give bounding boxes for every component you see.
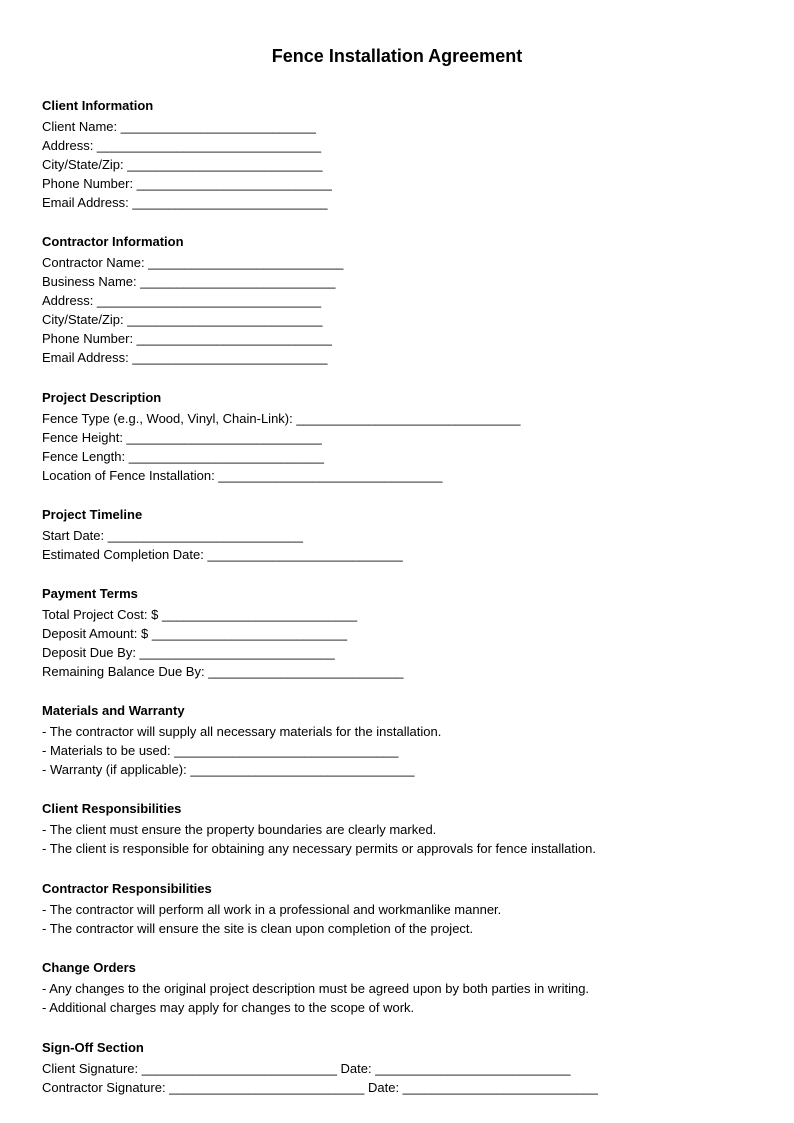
document-title: Fence Installation Agreement <box>271 46 523 66</box>
contractor-city-state-zip-line: City/State/Zip: ___________________________ <box>42 312 323 327</box>
warranty-line: - Warranty (if applicable): _______________________________ <box>42 762 415 777</box>
client-city-state-zip-line: City/State/Zip: ___________________________ <box>42 157 323 172</box>
section-client-responsibilities <box>42 799 762 858</box>
materials-used-line: - Materials to be used: _______________________________ <box>42 743 399 758</box>
section-change-orders <box>42 958 762 1017</box>
business-name-line: Business Name: ___________________________ <box>42 274 336 289</box>
section-heading: Payment Terms <box>42 586 138 601</box>
contractor-signature-line: Contractor Signature: ___________________________ Date: ___________________________ <box>42 1080 598 1095</box>
client-responsibility-item: - The client must ensure the property boundaries are clearly marked. <box>42 822 437 837</box>
balance-due-line: Remaining Balance Due By: ___________________________ <box>42 664 404 679</box>
fence-location-line: Location of Fence Installation: _______________________________ <box>42 468 443 483</box>
section-heading: Contractor Information <box>42 234 184 249</box>
client-responsibility-item: - The client is responsible for obtaining any necessary permits or approvals for fence installation. <box>42 841 596 856</box>
section-sign-off <box>42 1038 762 1097</box>
client-signature-line: Client Signature: ___________________________ Date: ___________________________ <box>42 1061 571 1076</box>
client-address-line: Address: _______________________________ <box>42 138 322 153</box>
materials-supply-line: - The contractor will supply all necessary materials for the installation. <box>42 724 442 739</box>
section-materials-warranty <box>42 701 762 779</box>
client-email-line: Email Address: ___________________________ <box>42 195 328 210</box>
section-heading: Project Description <box>42 390 162 405</box>
section-payment-terms <box>42 584 762 681</box>
section-heading: Contractor Responsibilities <box>42 881 212 896</box>
section-contractor-responsibilities <box>42 879 762 938</box>
section-heading: Client Information <box>42 98 154 113</box>
contractor-phone-line: Phone Number: ___________________________ <box>42 331 332 346</box>
deposit-amount-line: Deposit Amount: $ ___________________________ <box>42 626 348 641</box>
section-heading: Client Responsibilities <box>42 801 182 816</box>
section-heading: Change Orders <box>42 960 136 975</box>
contractor-name-line: Contractor Name: ___________________________ <box>42 255 344 270</box>
section-project-description <box>42 388 762 485</box>
change-order-item: - Additional charges may apply for changes to the scope of work. <box>42 1000 415 1015</box>
completion-date-line: Estimated Completion Date: ___________________________ <box>42 547 403 562</box>
client-phone-line: Phone Number: ___________________________ <box>42 176 332 191</box>
section-heading: Sign-Off Section <box>42 1040 144 1055</box>
section-contractor-information <box>42 232 762 367</box>
section-heading: Project Timeline <box>42 507 143 522</box>
start-date-line: Start Date: ___________________________ <box>42 528 303 543</box>
contractor-address-line: Address: _______________________________ <box>42 293 322 308</box>
fence-height-line: Fence Height: ___________________________ <box>42 430 322 445</box>
contractor-responsibility-item: - The contractor will perform all work in a professional and workmanlike manner. <box>42 902 502 917</box>
fence-type-line: Fence Type (e.g., Wood, Vinyl, Chain-Link): _______________________________ <box>42 411 521 426</box>
change-order-item: - Any changes to the original project description must be agreed upon by both parties in writing. <box>42 981 590 996</box>
contractor-email-line: Email Address: ___________________________ <box>42 350 328 365</box>
total-cost-line: Total Project Cost: $ ___________________________ <box>42 607 358 622</box>
section-project-timeline <box>42 505 762 564</box>
deposit-due-line: Deposit Due By: ___________________________ <box>42 645 335 660</box>
section-heading: Materials and Warranty <box>42 703 185 718</box>
contractor-responsibility-item: - The contractor will ensure the site is clean upon completion of the project. <box>42 921 474 936</box>
fence-length-line: Fence Length: ___________________________ <box>42 449 324 464</box>
client-name-line: Client Name: ___________________________ <box>42 119 316 134</box>
section-client-information <box>42 96 762 212</box>
